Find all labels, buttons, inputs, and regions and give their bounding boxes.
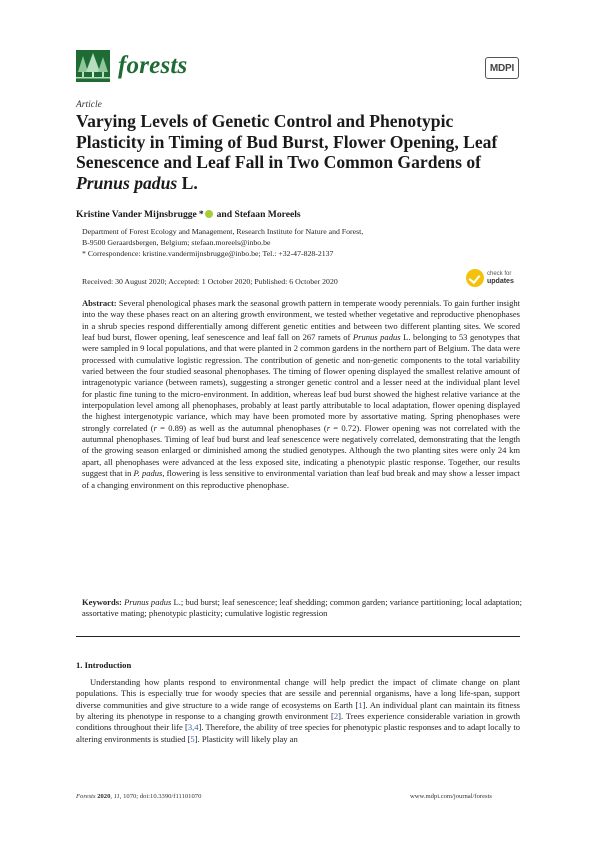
citation-link[interactable]: 3,4 — [187, 722, 199, 733]
author-list — [76, 209, 301, 220]
article-title: Varying Levels of Genetic Control and Phenotypic Plasticity in Timing of Bud Burst, Flower Opening, Leaf Senescence and Leaf Fall in Two Common Gardens of Prunus padus L. — [76, 111, 498, 193]
orcid-icon[interactable] — [205, 210, 213, 218]
author-name: and Stefaan Moreels — [216, 209, 301, 220]
correspondence-mark: * — [198, 209, 204, 220]
section-divider — [76, 636, 520, 637]
journal-name: forests — [118, 52, 188, 79]
article-type: Article — [76, 100, 102, 110]
introduction-paragraph: Understanding how plants respond to environmental change will help predict the impact of climate change on plant populations. This is especially true for woody species that are sessile and perennial organisms, have a long life-span, support diverse communities and give structure to a wide range of ecosystems on Earth [1]. An individual plant can maintain its fitness by altering its phenotype in response to a changing growth environment [2]. Trees experience considerable variation in growth conditions throughout their life [3,4]. Therefore, the ability of tree species for phenotypic plastic responses and to adapt locally to altering environments is studied [5]. Plasticity will likely play an — [76, 677, 520, 744]
abstract: Abstract: Several phenological phases mark the seasonal growth pattern in temperate woody perennials. To gain further insight into the way these phases react on an altering growth environment, we tested whether vegetative and reproductive phenophases in a shrub species respond differentially among different genetic entities and between two different planting sites. We scored leaf bud burst, flower opening, leaf senescence and leaf fall on 267 ramets of Prunus padus L. belonging to 53 genotypes that were sampled in 9 local populations, and that were planted in 2 common gardens in the northern part of Belgium. The data were processed with cumulative logistic regression. The contribution of genetic and non-genetic components to the total variability varied between the four studied seasonal phenophases. The timing of flower opening displayed the smallest relative amount of intragenotypic variance (between ramets), suggesting a stronger genetic control and a lesser need at the individual plant level for plastic fine tuning to the micro-environment. In addition, whereas leaf bud burst showed the highest relative variance at the interpopulation level among all phenophases, probably at least partly attributable to local adaptation, flower opening displayed the highest intergenotypic variance, which may have been promoted more by assortative mating. Spring phenophases were strongly correlated (r = 0.89) as well as the autumnal phenophases (r = 0.72). Flower opening was not correlated with the autumnal phenophases. Timing of leaf bud burst and leaf senescence were negatively correlated, demonstrating that the length of the growing season enlarged or diminished among the studied genotypes. Although the two planting sites were only 24 km apart, all phenophases were advanced at the less exposed site, indicating a phenotypic plastic response. Together, our results suggest that in P. padus, flowering is less sensitive to environmental variation than leaf bud break and may show a lesser impact of a changing environment on this reproductive phenophase. — [82, 298, 521, 490]
keywords: Keywords: Prunus padus L.; bud burst; leaf senescence; leaf shedding; common garden; variance partitioning; local adaptation; assortative mating; phenotypic plasticity; cumulative logistic regression — [82, 597, 522, 619]
publisher-logo: MDPI — [485, 57, 519, 79]
keywords-label: Keywords: — [82, 597, 122, 607]
check-updates-badge[interactable]: check for updates — [466, 267, 521, 289]
abstract-label: Abstract: — [82, 298, 117, 308]
footer-citation: Forests 2020, 11, 1070; doi:10.3390/f11101070 — [76, 793, 202, 800]
publication-dates: Received: 30 August 2020; Accepted: 1 October 2020; Published: 6 October 2020 — [82, 277, 338, 286]
affiliation: Department of Forest Ecology and Management, Research Institute for Nature and Forest, B-9500 Geraardsbergen, Belgium; stefaan.moreels@inbo.be * Correspondence: kristine.vandermijnsbrugge@inbo.be; Tel.: +32-47-828-2137 — [82, 227, 364, 258]
footer-url[interactable]: www.mdpi.com/journal/forests — [410, 793, 492, 800]
section-heading: 1. Introduction — [76, 660, 132, 670]
citation-link[interactable]: 2 — [333, 711, 339, 722]
citation-link[interactable]: 1 — [358, 699, 363, 710]
citation-link[interactable]: 5 — [190, 733, 195, 744]
check-icon — [466, 269, 484, 287]
author-name: Kristine Vander Mijnsbrugge — [76, 209, 197, 220]
journal-logo — [76, 49, 216, 83]
tree-icon — [76, 50, 110, 82]
